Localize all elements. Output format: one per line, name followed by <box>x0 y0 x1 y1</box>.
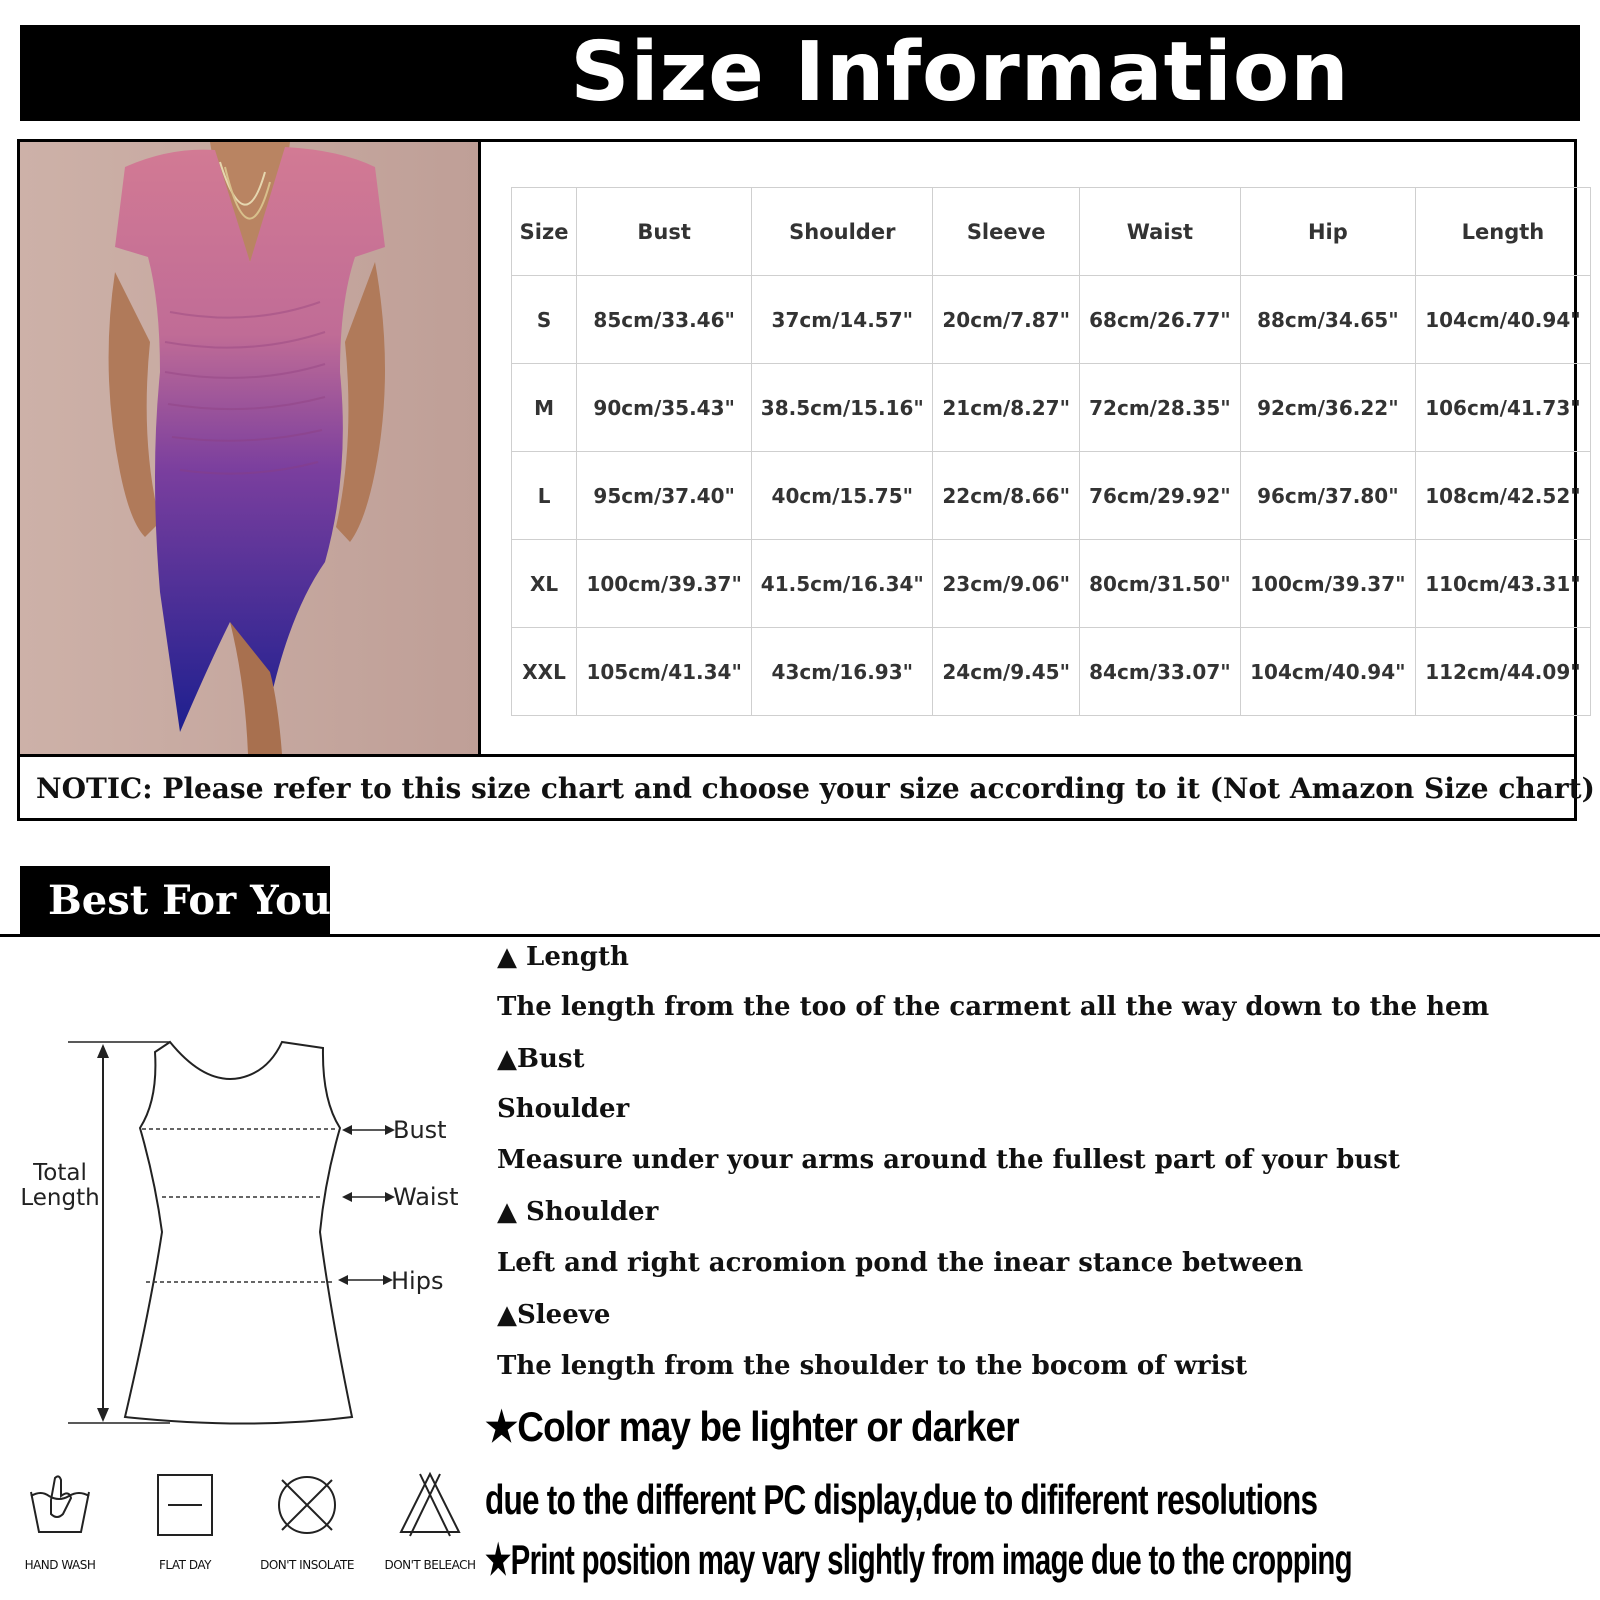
table-cell: 72cm/28.35" <box>1079 364 1240 452</box>
care-label: DON'T INSOLATE <box>260 1558 354 1572</box>
definition-bust-heading: ▲Bust <box>497 1044 585 1074</box>
table-row <box>512 276 1591 364</box>
table-cell: 110cm/43.31" <box>1415 540 1590 628</box>
notice-row <box>20 754 1595 818</box>
measurement-diagram <box>0 1010 470 1440</box>
column-header-bust: Bust <box>577 188 752 276</box>
table-cell: S <box>512 276 577 364</box>
hand-wash-icon <box>25 1470 95 1540</box>
table-cell: 95cm/37.40" <box>577 452 752 540</box>
definition-bust-text: Measure under your arms around the fullest part of your bust <box>497 1145 1400 1175</box>
table-cell: 84cm/33.07" <box>1079 628 1240 716</box>
total-length-label-2: Length <box>20 1185 100 1211</box>
table-cell: 108cm/42.52" <box>1415 452 1590 540</box>
table-cell: 104cm/40.94" <box>1240 628 1415 716</box>
best-for-you-tab <box>20 866 330 936</box>
table-cell: 38.5cm/15.16" <box>752 364 933 452</box>
table-cell: 22cm/8.66" <box>933 452 1080 540</box>
flat-dry-icon <box>150 1470 220 1540</box>
definition-sleeve-text: The length from the shoulder to the bocom of wrist <box>497 1351 1248 1381</box>
section-divider <box>0 934 1600 937</box>
table-cell: 104cm/40.94" <box>1415 276 1590 364</box>
note-print-position: ★Print position may vary slightly from image due to the cropping <box>485 1536 1352 1583</box>
table-cell: 43cm/16.93" <box>752 628 933 716</box>
table-cell: 21cm/8.27" <box>933 364 1080 452</box>
table-cell: 40cm/15.75" <box>752 452 933 540</box>
size-chart-frame <box>17 139 1595 821</box>
care-label: DON'T BELEACH <box>384 1558 476 1572</box>
bust-label: Bust <box>393 1116 447 1144</box>
size-table <box>511 187 1591 716</box>
table-row <box>512 628 1591 716</box>
title-bar <box>20 25 1580 121</box>
definition-shoulder-heading: ▲ Shoulder <box>497 1197 659 1227</box>
definition-sleeve-heading: ▲Sleeve <box>497 1300 611 1330</box>
table-cell: 90cm/35.43" <box>577 364 752 452</box>
column-header-length: Length <box>1415 188 1590 276</box>
table-cell: 20cm/7.87" <box>933 276 1080 364</box>
care-do-not-bleach <box>370 1470 490 1572</box>
table-cell: 88cm/34.65" <box>1240 276 1415 364</box>
table-row <box>512 452 1591 540</box>
care-hand-wash <box>0 1470 120 1572</box>
do-not-bleach-icon <box>395 1470 465 1540</box>
table-cell: 96cm/37.80" <box>1240 452 1415 540</box>
table-cell: 76cm/29.92" <box>1079 452 1240 540</box>
table-cell: 112cm/44.09" <box>1415 628 1590 716</box>
care-flat-dry <box>125 1470 245 1572</box>
definition-shoulder-subheading: Shoulder <box>497 1094 630 1124</box>
note-color: ★Color may be lighter or darker <box>485 1403 1019 1450</box>
table-cell: 85cm/33.46" <box>577 276 752 364</box>
definition-length-text: The length from the too of the carment all the way down to the hem <box>497 992 1490 1022</box>
notice-text: NOTIC: Please refer to this size chart and choose your size according to it (Not Amazon Size chart) <box>36 772 1595 805</box>
table-cell: 41.5cm/16.34" <box>752 540 933 628</box>
table-cell: 24cm/9.45" <box>933 628 1080 716</box>
table-row <box>512 364 1591 452</box>
column-header-sleeve: Sleeve <box>933 188 1080 276</box>
table-cell: 68cm/26.77" <box>1079 276 1240 364</box>
table-cell: 80cm/31.50" <box>1079 540 1240 628</box>
product-photo <box>20 142 481 754</box>
column-header-waist: Waist <box>1079 188 1240 276</box>
definition-length-heading: ▲ Length <box>497 942 629 972</box>
care-do-not-tumble-dry <box>247 1470 367 1572</box>
table-cell: 23cm/9.06" <box>933 540 1080 628</box>
do-not-tumble-dry-icon <box>272 1470 342 1540</box>
waist-label: Waist <box>393 1183 459 1211</box>
table-cell: L <box>512 452 577 540</box>
definition-shoulder-text: Left and right acromion pond the inear stance between <box>497 1248 1304 1278</box>
dress-photo-image <box>20 142 478 754</box>
table-header-row <box>512 188 1591 276</box>
table-cell: XXL <box>512 628 577 716</box>
table-cell: 105cm/41.34" <box>577 628 752 716</box>
table-row <box>512 540 1591 628</box>
column-header-size: Size <box>512 188 577 276</box>
table-cell: XL <box>512 540 577 628</box>
table-cell: 100cm/39.37" <box>577 540 752 628</box>
best-for-you-title: Best For You <box>48 877 331 924</box>
total-length-label-1: Total <box>33 1160 87 1186</box>
table-cell: M <box>512 364 577 452</box>
hips-label: Hips <box>391 1267 444 1295</box>
page-title: Size Information <box>570 25 1350 120</box>
table-cell: 37cm/14.57" <box>752 276 933 364</box>
note-display: due to the different PC display,due to dififerent resolutions <box>485 1476 1318 1523</box>
care-label: FLAT DAY <box>159 1558 211 1572</box>
column-header-hip: Hip <box>1240 188 1415 276</box>
column-header-shoulder: Shoulder <box>752 188 933 276</box>
care-label: HAND WASH <box>24 1558 96 1572</box>
table-cell: 106cm/41.73" <box>1415 364 1590 452</box>
table-cell: 100cm/39.37" <box>1240 540 1415 628</box>
table-cell: 92cm/36.22" <box>1240 364 1415 452</box>
size-table-area <box>481 142 1581 754</box>
